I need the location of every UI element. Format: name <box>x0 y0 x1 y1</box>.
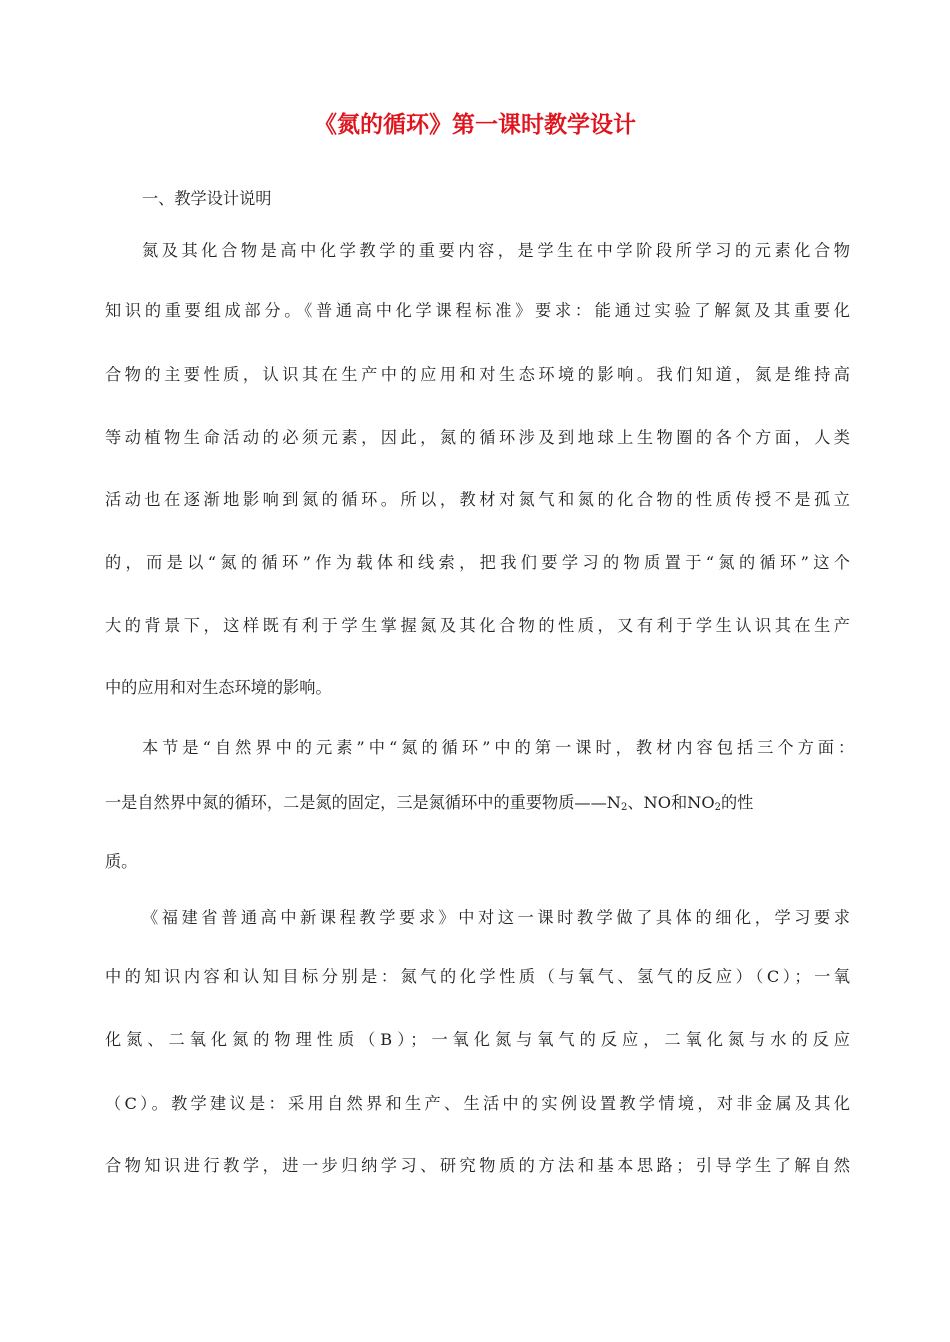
paragraph-line: 《福建省普通高中新课程教学要求》中对这一课时教学做了具体的细化，学习要求 <box>142 908 850 927</box>
paragraph-line: 化氮、二氧化氮的物理性质（B）；一氧化氮与氧气的反应，二氧化氮与水的反应 <box>105 1030 850 1049</box>
paragraph-line: 等动植物生命活动的必须元素，因此，氮的循环涉及到地球上生物圈的各个方面，人类 <box>105 428 850 447</box>
paragraph-line: 的，而是以“氮的循环”作为载体和线索，把我们要学习的物质置于“氮的循环”这个 <box>105 553 850 572</box>
paragraph-line-with-formula <box>105 790 850 816</box>
paragraph-line: 合物知识进行教学，进一步归纳学习、研究物质的方法和基本思路；引导学生了解自然 <box>105 1156 850 1175</box>
paragraph-line: 活动也在逐渐地影响到氮的循环。所以，教材对氮气和氮的化合物的性质传授不是孤立 <box>105 490 850 509</box>
subscript: 2 <box>714 802 721 813</box>
paragraph-line: 中的应用和对生态环境的影响。 <box>105 678 332 697</box>
paragraph-line: 本节是“自然界中的元素”中“氮的循环”中的第一课时，教材内容包括三个方面： <box>142 738 854 757</box>
paragraph-line: 合物的主要性质，认识其在生产中的应用和对生态环境的影响。我们知道，氮是维持高 <box>105 365 850 384</box>
paragraph-line: 中的知识内容和认知目标分别是：氮气的化学性质（与氧气、氢气的反应）（C）；一氧 <box>105 967 850 986</box>
paragraph-line: 知识的重要组成部分。《普通高中化学课程标准》要求：能通过实验了解氮及其重要化 <box>105 301 850 320</box>
document-title: 《氮的循环》第一课时教学设计 <box>314 112 636 138</box>
paragraph-line: （C）。教学建议是：采用自然界和生产、生活中的实例设置教学情境，对非金属及其化 <box>105 1094 850 1113</box>
paragraph-line: 大的背景下，这样既有利于学生掌握氮及其化合物的性质，又有利于学生认识其在生产 <box>105 616 850 635</box>
paragraph-text: 、NO和NO <box>627 793 715 812</box>
paragraph-line: 氮及其化合物是高中化学教学的重要内容，是学生在中学阶段所学习的元素化合物 <box>142 241 850 260</box>
subscript: 2 <box>620 802 628 813</box>
paragraph-text: 一是自然界中氮的循环，二是氮的固定，三是氮循环中的重要物质——N <box>105 793 621 812</box>
paragraph-text: 的性 <box>720 793 754 812</box>
paragraph-line: 质。 <box>105 852 138 871</box>
section-heading: 一、教学设计说明 <box>142 189 272 208</box>
